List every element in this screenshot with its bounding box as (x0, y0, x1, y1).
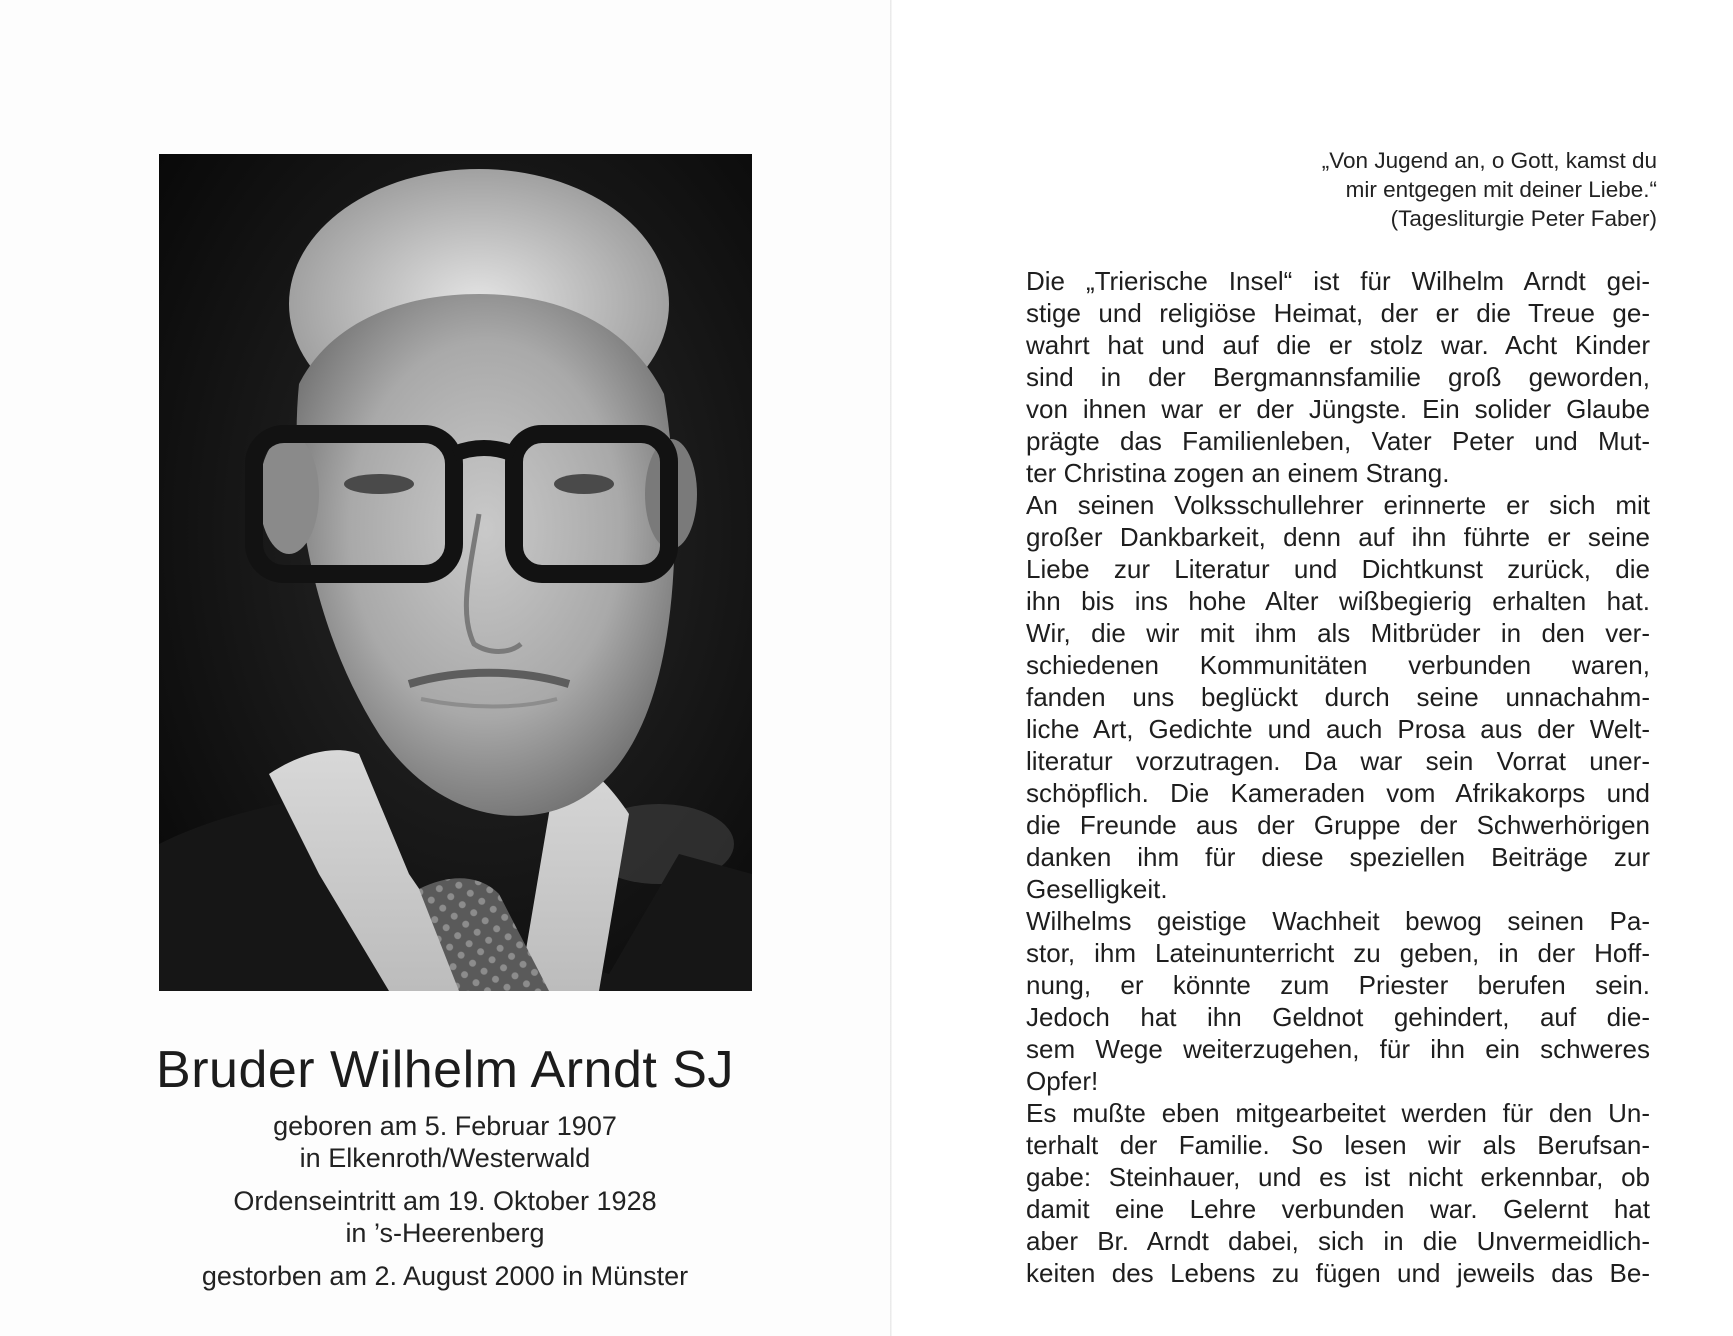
biography-line: von ihnen war er der Jüngste. Ein solider Glaube (1026, 394, 1650, 424)
biography-line: Liebe zur Literatur und Dichtkunst zurück, die (1026, 554, 1650, 584)
biography-line: Es mußte eben mitgearbeitet werden für den Un- (1026, 1098, 1650, 1128)
biography-line: Die „Trierische Insel“ ist für Wilhelm Arndt gei- (1026, 266, 1650, 296)
biography-line: großer Dankbarkeit, denn auf ihn führte er seine (1026, 522, 1650, 552)
biography-line: danken ihm für diese speziellen Beiträge zur (1026, 842, 1650, 872)
order-entry-date: Ordenseintritt am 19. Oktober 1928 (233, 1186, 657, 1216)
biography-line: Wir, die wir mit ihm als Mitbrüder in den ver- (1026, 618, 1650, 648)
biography-line: keiten des Lebens zu fügen und jeweils das Be- (1026, 1258, 1650, 1288)
biography-line: fanden uns beglückt durch seine unnachahm- (1026, 682, 1650, 712)
biography-line: Opfer! (1026, 1066, 1099, 1096)
motto-source: (Tagesliturgie Peter Faber) (1390, 206, 1657, 231)
death-date: gestorben am 2. August 2000 in Münster (201, 1261, 689, 1291)
biography-line: schöpflich. Die Kameraden vom Afrikakorps und (1026, 778, 1650, 808)
biography-line: literatur vorzutragen. Da war sein Vorrat uner- (1026, 746, 1650, 776)
biography-line: stor, ihm Lateinunterricht zu geben, in der Hoff- (1026, 938, 1650, 968)
birth-date: geboren am 5. Februar 1907 (273, 1111, 617, 1141)
biography-line: ihn bis ins hohe Alter wißbegierig erhalten hat. (1026, 586, 1650, 616)
biography-line: terhalt der Familie. So lesen wir als Berufsan- (1026, 1130, 1650, 1160)
biography-line: stige und religiöse Heimat, der er die Treue ge- (1026, 298, 1650, 328)
biography-line: schiedenen Kommunitäten verbunden waren, (1026, 650, 1650, 680)
biography-line: Geselligkeit. (1026, 874, 1168, 904)
biography-line: wahrt hat und auf die er stolz war. Acht Kinder (1026, 330, 1650, 360)
portrait-photo (159, 154, 752, 991)
biography-line: nung, er könnte zum Priester berufen sein. (1026, 970, 1650, 1000)
biography-line: sem Wege weiterzugehen, für ihn ein schweres (1026, 1034, 1650, 1064)
biography-line: die Freunde aus der Gruppe der Schwerhörigen (1026, 810, 1650, 840)
motto-quote (1322, 146, 1657, 233)
biography-line: damit eine Lehre verbunden war. Gelernt hat (1026, 1194, 1650, 1224)
biography-text (1026, 265, 1650, 1289)
biography-line: aber Br. Arndt dabei, sich in die Unvermeidlich- (1026, 1226, 1650, 1256)
biography-line: prägte das Familienleben, Vater Peter und Mut- (1026, 426, 1650, 456)
biography-line: ter Christina zogen an einem Strang. (1026, 458, 1450, 488)
biography-line: sind in der Bergmannsfamilie groß geworden, (1026, 362, 1650, 392)
order-entry-place: in ’s-Heerenberg (345, 1218, 545, 1248)
biography-line: An seinen Volksschullehrer erinnerte er sich mit (1026, 490, 1650, 520)
deceased-name: Bruder Wilhelm Arndt SJ (156, 1041, 734, 1099)
motto-line: „Von Jugend an, o Gott, kamst du (1321, 148, 1657, 173)
biography-line: gabe: Steinhauer, und es ist nicht erkennbar, ob (1026, 1162, 1650, 1192)
biography-line: Wilhelms geistige Wachheit bewog seinen Pa- (1026, 906, 1650, 936)
biography-line: Jedoch hat ihn Geldnot gehindert, auf die- (1026, 1002, 1650, 1032)
biography-line: liche Art, Gedichte und auch Prosa aus der Welt- (1026, 714, 1650, 744)
birth-place: in Elkenroth/Westerwald (299, 1143, 591, 1173)
motto-line: mir entgegen mit deiner Liebe.“ (1345, 177, 1657, 202)
